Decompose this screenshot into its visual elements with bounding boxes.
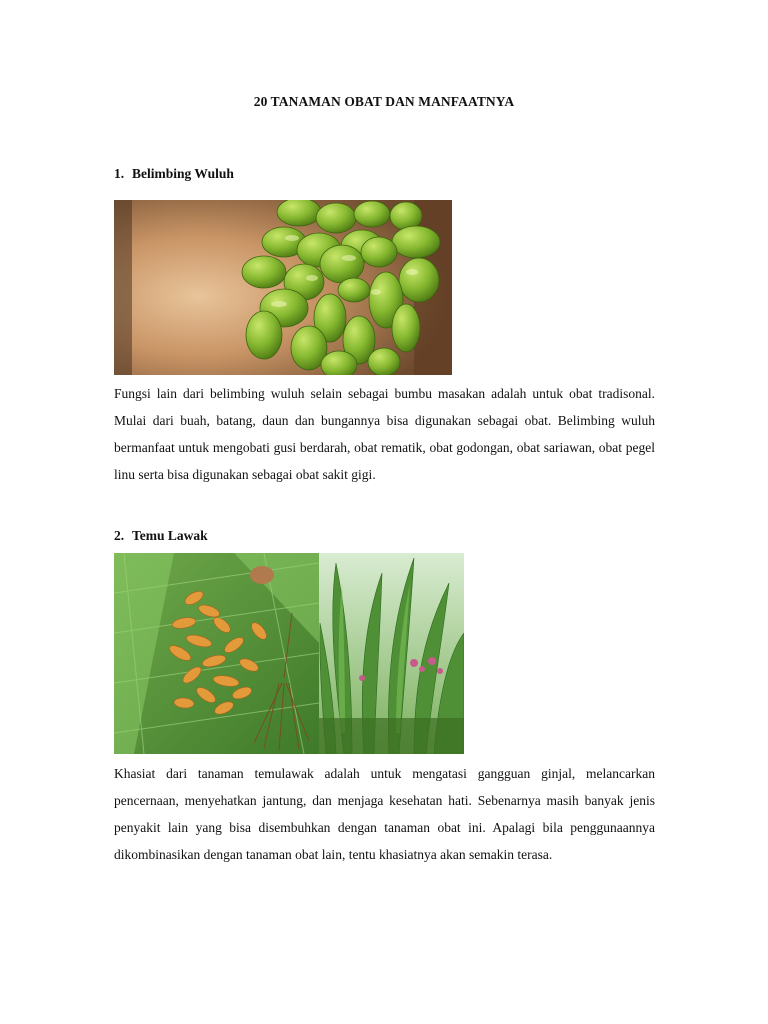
section-heading-temu-lawak: [114, 528, 208, 544]
belimbing-wuluh-photo: [114, 200, 452, 375]
section-body-temu-lawak: Khasiat dari tanaman temulawak adalah untuk mengatasi gangguan ginjal, melancarkan pencernaan, menyehatkan jantung, dan menjaga kesehatan hati. Sebenarnya masih banyak jenis penyakit lain yang bisa disembuhkan dengan tanaman obat ini. Apalagi bila penggunaannya dikombinasikan dengan tanaman obat lain, tentu khasiatnya akan semakin terasa.: [114, 766, 655, 862]
section-title: Temu Lawak: [132, 528, 208, 543]
document-title: 20 TANAMAN OBAT DAN MANFAATNYA: [253, 94, 515, 109]
temulawak-photo: [114, 553, 464, 754]
section-body-belimbing-wuluh: Fungsi lain dari belimbing wuluh selain sebagai bumbu masakan adalah untuk obat tradisonal. Mulai dari buah, batang, daun dan bungannya bisa digunakan sebagai obat. Belimbing wuluh bermanfaat untuk mengobati gusi berdarah, obat rematik, obat godongan, obat sariawan, obat pegel linu serta bisa digunakan sebagai obat sakit gigi.: [114, 386, 655, 482]
section-title: Belimbing Wuluh: [132, 166, 234, 181]
section-heading-belimbing-wuluh: [114, 166, 234, 182]
section-number: 1.: [114, 166, 125, 181]
section-number: 2.: [114, 528, 125, 543]
